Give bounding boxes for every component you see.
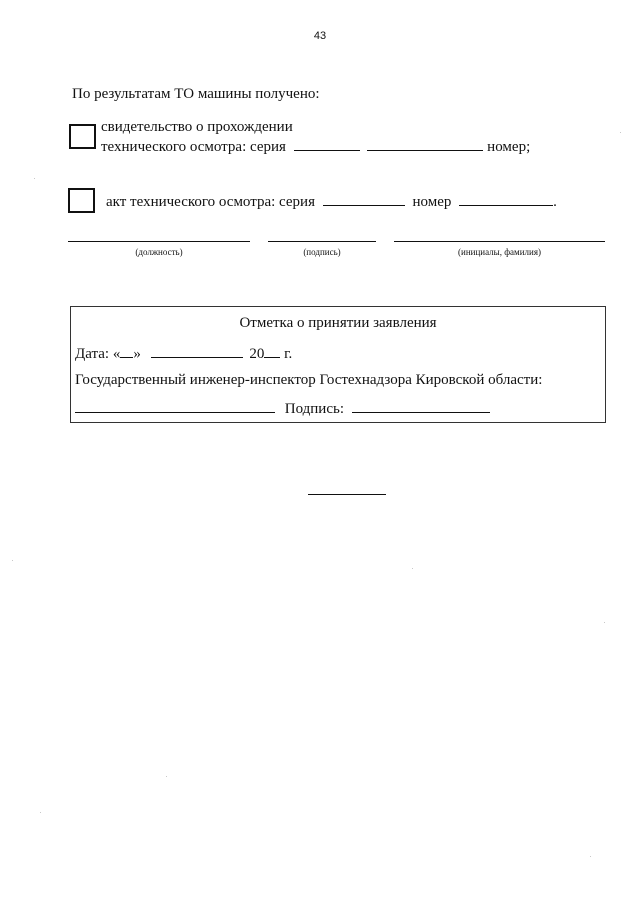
acceptance-title: Отметка о принятии заявления <box>239 315 437 331</box>
inspection-act-series-label: акт технического осмотра: серия <box>106 194 315 210</box>
position-caption: (должность) <box>135 247 183 257</box>
inspection-act-line <box>106 192 557 211</box>
certificate-series-label: технического осмотра: серия <box>101 139 286 155</box>
certificate-number-label: номер; <box>487 139 531 155</box>
inspection-act-number-label: номер <box>412 194 452 210</box>
inspection-act-number-field[interactable] <box>459 192 553 206</box>
inspection-act-series-field[interactable] <box>323 192 405 206</box>
certificate-label-line1: свидетельство о прохождении <box>101 119 293 135</box>
scan-speck <box>34 178 35 179</box>
certificate-series-field[interactable] <box>294 137 360 151</box>
certificate-number-field[interactable] <box>367 137 483 151</box>
inspector-text: Государственный инженер-инспектор Гостехнадзора Кировской области: <box>75 372 543 388</box>
date-quote-close: » <box>133 346 141 362</box>
position-line[interactable] <box>68 241 250 242</box>
inspector-signature-field[interactable] <box>352 399 490 413</box>
date-year-prefix: 20 <box>249 346 265 362</box>
signature-line[interactable] <box>268 241 376 242</box>
date-day-field[interactable] <box>120 344 133 358</box>
intro-text: По результатам ТО машины получено: <box>72 86 320 102</box>
scan-speck <box>12 560 13 561</box>
scan-speck <box>412 568 413 569</box>
inspector-name-field[interactable] <box>75 399 275 413</box>
certificate-label-line2 <box>101 137 530 156</box>
page-number: 43 <box>313 30 327 42</box>
inspection-act-end: . <box>553 194 557 210</box>
scan-speck <box>166 776 167 777</box>
scan-speck <box>604 622 605 623</box>
inspector-signature-line <box>75 399 490 418</box>
date-label: Дата: « <box>75 346 121 362</box>
inspection-act-checkbox[interactable] <box>68 188 95 213</box>
signature-caption: (подпись) <box>303 247 341 257</box>
end-divider <box>308 494 386 495</box>
date-year-field[interactable] <box>264 344 280 358</box>
inspector-signature-label: Подпись: <box>284 401 345 417</box>
date-suffix: г. <box>280 346 293 362</box>
name-line[interactable] <box>394 241 605 242</box>
scan-speck <box>620 132 621 133</box>
date-month-field[interactable] <box>151 344 243 358</box>
name-caption: (инициалы, фамилия) <box>458 247 541 257</box>
date-line <box>75 344 292 363</box>
certificate-checkbox[interactable] <box>69 124 96 149</box>
scan-speck <box>40 812 41 813</box>
acceptance-box <box>70 306 606 423</box>
scan-speck <box>590 856 591 857</box>
